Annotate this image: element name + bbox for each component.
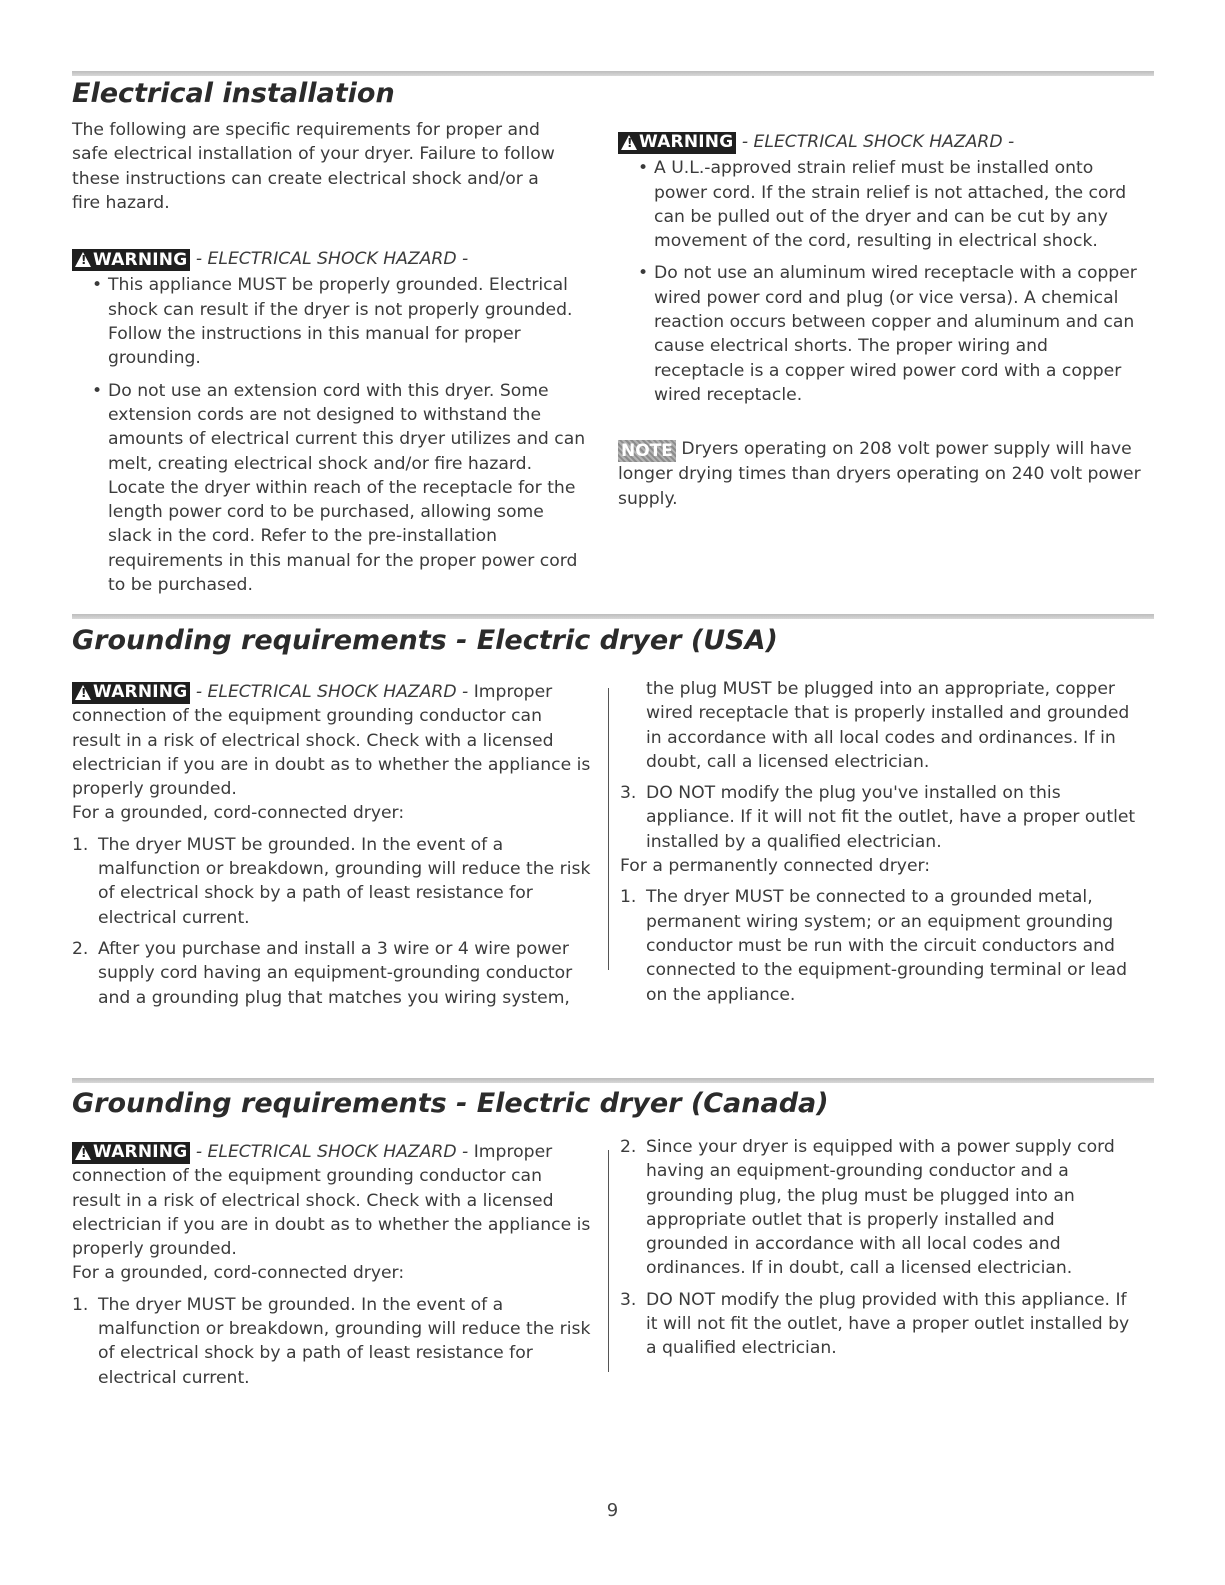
list-item: 3. DO NOT modify the plug provided with this appliance. If it will not fit the outlet, have a proper outlet installed by a qualified electrician. [620, 1289, 1130, 1359]
section-divider [72, 1078, 1154, 1083]
warning-line [72, 247, 592, 271]
usa-right-column [620, 677, 1140, 1007]
list-item: 1. The dryer MUST be grounded. In the event of a malfunction or breakdown, grounding will reduce the risk of electrical shock by a path of least resistance for electrical current. [72, 834, 591, 928]
canada-right-column [620, 1135, 1140, 1361]
list-item-continuation: the plug MUST be plugged into an appropriate, copper wired receptacle that is properly installed and grounded in accordance with all local codes and ordinances. If in doubt, call a licensed electrician. [646, 679, 1130, 772]
electrical-right-bullets [618, 156, 1143, 407]
column-divider [608, 688, 609, 970]
electrical-intro: The following are specific requirements for proper and safe electrical installation of your dryer. Failure to follow these instructions can create electrical shock and/or a fire hazard. [72, 120, 555, 213]
hazard-text: - ELECTRICAL SHOCK HAZARD - [190, 1142, 469, 1162]
warning-text: Improper connection of the equipment grounding conductor can result in a risk of electrical shock. Check with a licensed electrician if you are in doubt as to whether the appliance is properly grounded. [72, 682, 591, 800]
warning-paragraph [72, 680, 594, 801]
list-item: • Do not use an aluminum wired receptacle with a copper wired power cord and plug (or vice versa). A chemical reaction occurs between copper and aluminum and can cause electrical shorts. The proper wiring and receptacle is a copper wired power cord with a copper wired receptacle. [618, 261, 1143, 407]
warning-triangle-icon: ! [621, 135, 637, 150]
list-item: • A U.L.-approved strain relief must be installed onto power cord. If the strain relief is not attached, the cord can be pulled out of the dryer and can be cut by any movement of the cord, resulting in electrical shock. [618, 156, 1143, 253]
hazard-text: - ELECTRICAL SHOCK HAZARD - [190, 249, 469, 270]
warning-badge: ! WARNING [72, 682, 190, 704]
note-paragraph [618, 437, 1143, 511]
section-divider [72, 71, 1154, 76]
electrical-right-column [618, 130, 1143, 511]
warning-triangle-icon: ! [75, 1145, 91, 1160]
section-title-electrical: Electrical installation [72, 78, 395, 109]
warning-triangle-icon: ! [75, 685, 91, 700]
hazard-text: - ELECTRICAL SHOCK HAZARD - [736, 132, 1015, 152]
note-text: Dryers operating on 208 volt power supply will have longer drying times than dryers operating on 240 volt power supply. [618, 439, 1141, 509]
warning-line [618, 130, 1143, 154]
list-item: 1. The dryer MUST be grounded. In the event of a malfunction or breakdown, grounding will reduce the risk of electrical shock by a path of least resistance for electrical current. [72, 1294, 591, 1388]
cord-heading: For a grounded, cord-connected dryer: [72, 803, 405, 824]
page-number: 9 [606, 1500, 619, 1521]
list-item: • This appliance MUST be properly grounded. Electrical shock can result if the dryer is not properly grounded. Follow the instructions in this manual for proper grounding. [72, 273, 592, 370]
canada-left-column [72, 1140, 594, 1390]
column-divider [608, 1150, 609, 1372]
section-title-usa: Grounding requirements - Electric dryer (USA) [72, 625, 778, 656]
electrical-left-bullets [72, 273, 592, 597]
warning-paragraph [72, 1140, 594, 1261]
section-divider [72, 614, 1154, 619]
warning-badge: ! WARNING [618, 132, 736, 154]
list-item: 3. DO NOT modify the plug you've installed on this appliance. If it will not fit the outlet, have a proper outlet installed by a qualified electrician. [620, 783, 1136, 852]
warning-text: Improper connection of the equipment grounding conductor can result in a risk of electrical shock. Check with a licensed electrician if you are in doubt as to whether the appliance is properly grounded. [72, 1142, 591, 1260]
section-title-canada: Grounding requirements - Electric dryer (Canada) [72, 1088, 829, 1119]
cord-heading: For a grounded, cord-connected dryer: [72, 1263, 405, 1284]
list-item: 2. Since your dryer is equipped with a power supply cord having an equipment-grounding conductor and a grounding plug, the plug must be plugged into an appropriate outlet that is properly installed and grounded in accordance with all local codes and ordinances. If in doubt, call a licensed electrician. [620, 1137, 1115, 1279]
warning-triangle-icon: ! [75, 252, 91, 267]
warning-badge: ! WARNING [72, 249, 190, 271]
hazard-text: - ELECTRICAL SHOCK HAZARD - [190, 682, 469, 702]
electrical-left-column [72, 118, 592, 597]
list-item: • Do not use an extension cord with this dryer. Some extension cords are not designed to withstand the amounts of electrical current this dryer utilizes and can melt, creating electrical shock and/or fire hazard. Locate the dryer within reach of the receptacle for the length power cord to be purchased, allowing some slack in the cord. Refer to the pre-installation requirements in this manual for the proper power cord to be purchased. [72, 379, 592, 598]
list-item: 1. The dryer MUST be connected to a grounded metal, permanent wiring system; or an equipment grounding conductor must be run with the circuit conductors and connected to the equipment-grounding terminal or lead on the appliance. [620, 887, 1128, 1005]
permanent-heading: For a permanently connected dryer: [620, 856, 931, 877]
usa-left-column [72, 680, 594, 1010]
note-badge: NOTE [618, 440, 676, 462]
warning-badge: ! WARNING [72, 1142, 190, 1164]
list-item: 2. After you purchase and install a 3 wire or 4 wire power supply cord having an equipment-grounding conductor and a grounding plug that matches you wiring system, [72, 938, 573, 1008]
